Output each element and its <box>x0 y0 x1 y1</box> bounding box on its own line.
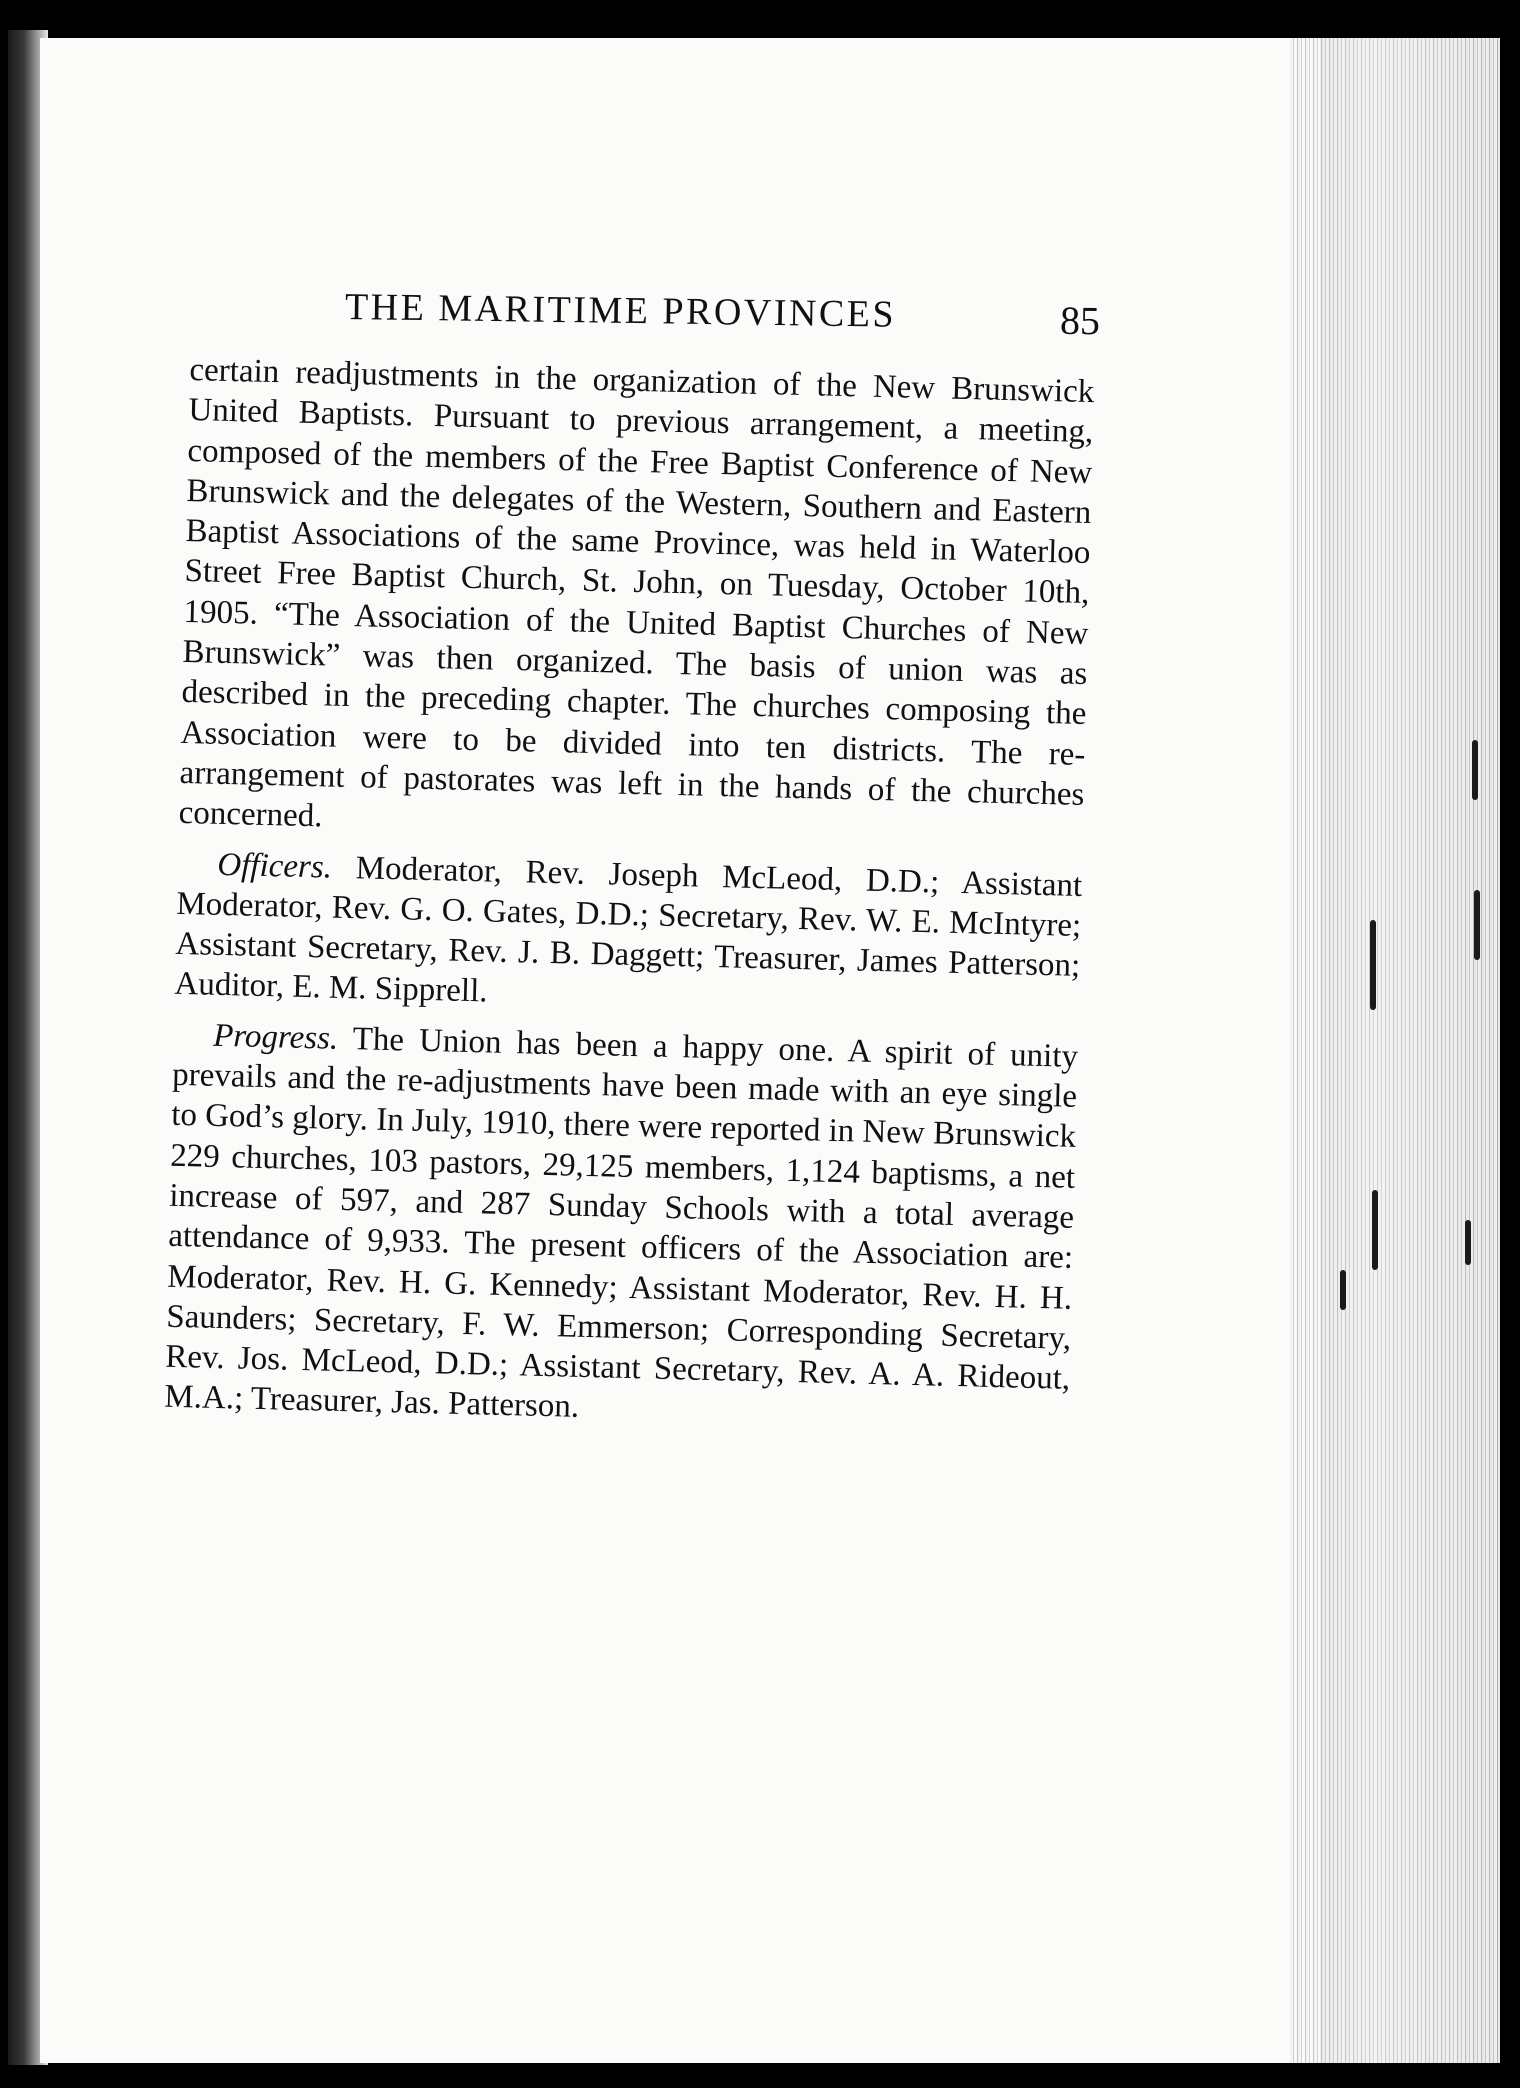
paragraph-officers <box>174 843 1083 1026</box>
page-number: 85 <box>1059 297 1101 344</box>
page-edge-mark <box>1465 1220 1471 1265</box>
body-text <box>164 350 1095 1450</box>
officers-lead: Officers. <box>217 846 333 886</box>
progress-lead: Progress. <box>212 1017 339 1057</box>
page-edge-mark <box>1370 920 1376 1010</box>
running-title: THE MARITIME PROVINCES <box>344 286 897 336</box>
page-header <box>344 265 1101 344</box>
page-edge-mark <box>1474 890 1480 960</box>
page-edge-mark <box>1472 740 1478 800</box>
officers-text: Moderator, Rev. Joseph McLeod, D.D.; Assistant Moderator, Rev. G. O. Gates, D.D.; Secretary, Rev. W. E. McIntyre; Assistant Secretary, Rev. J. B. Daggett; Treasurer, James Patterson; Auditor, E. M. Sipprell. <box>174 849 1083 1010</box>
page-edges-shade <box>1290 38 1500 2063</box>
progress-text: The Union has been a happy one. A spirit of unity prevails and the re-adjustments have been made with an eye single to God’s glory. In July, 1910, there were reported in New Brunswick 229 churches, 103 pastors, 29,125 members, 1,124 baptisms, a net increase of 597, and 287 Sunday Schools with a total average attendance of 9,933. The present officers of the Association are: Moderator, Rev. H. G. Kennedy; Assistant Moderator, Rev. H. H. Saunders; Secretary, F. W. Emmerson; Corresponding Secretary, Rev. Jos. McLeod, D.D.; Assistant Secretary, Rev. A. A. Rideout, M.A.; Treasurer, Jas. Patterson. <box>163 1020 1079 1426</box>
paragraph-progress <box>164 1015 1079 1440</box>
page-edge-mark <box>1340 1270 1346 1310</box>
page-edge-mark <box>1372 1190 1378 1270</box>
paragraph-continuation: certain readjustments in the organization of the New Brunswick United Baptists. Pursuant to previous arrangement, a meeting, composed of the members of the Free Baptist Conference of New Brunswick and the delegates of the Western, Southern and Eastern Baptist Associations of the same Province, was held in Waterloo Street Free Baptist Church, St. John, on Tuesday, October 10th, 1905. “The Association of the United Baptist Churches of New Brunswick” was then organized. The basis of union was as described in the preceding chapter. The churches composing the Association were to be divided into ten districts. The re-arrangement of pastorates was left in the hands of the churches concerned. <box>178 351 1095 835</box>
